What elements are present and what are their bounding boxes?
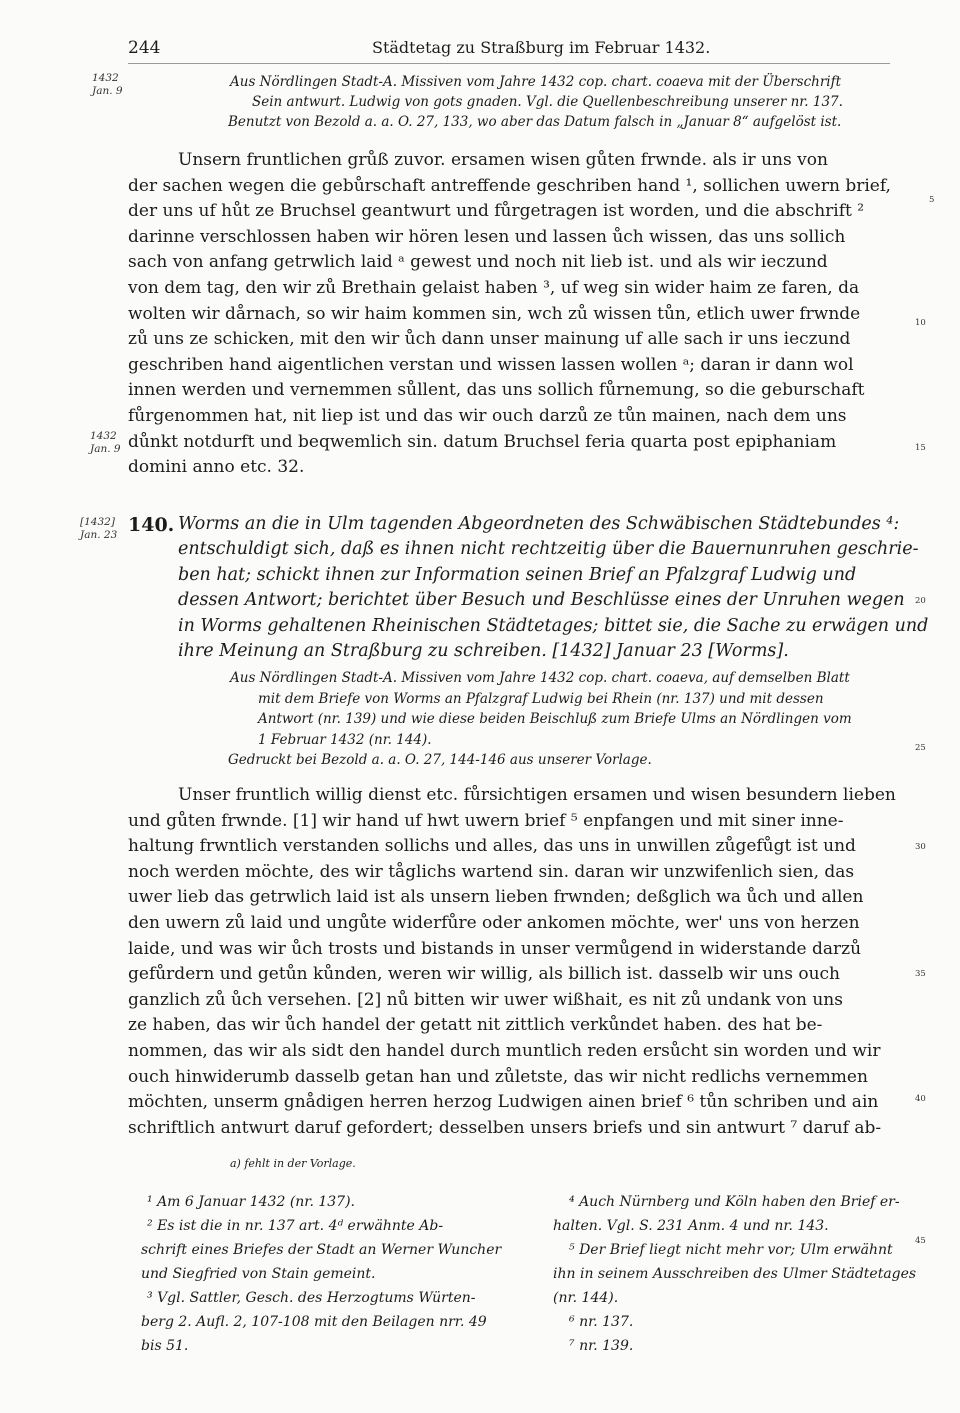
line-number: 40 — [915, 1094, 926, 1104]
line-number: 30 — [915, 842, 926, 852]
source-note-doc139: Aus Nördlingen Stadt-A. Missiven vom Jahre 1432 cop. chart. coaeva mit der Überschrift Sein antwurt. Ludwig von gots gnaden. Vgl. die Quellenbeschreibung unserer nr. 137. Benutzt von Bezold a. a. O. 27, 133, wo aber das Datum falsch in „Januar 8“ aufgelöst ist. — [228, 74, 843, 130]
source-note-doc140: Aus Nördlingen Stadt-A. Missiven vom Jahre 1432 cop. chart. coaeva, auf demselben Blatt mit dem Briefe von Worms an Pfalzgraf Ludwig bei Rhein (nr. 137) und mit dessen Antwort (nr. 139) und wie diese beiden Beischluß zum Briefe Ulms an Nördlingen vom 1 Februar 1432 (nr. 144). Gedruckt bei Bezold a. a. O. 27, 144-146 aus unserer Vorlage. — [228, 670, 852, 768]
line-number: 45 — [915, 1236, 926, 1246]
line-number: 5 — [929, 195, 935, 205]
line-number: 15 — [915, 443, 926, 453]
doc139-body-text: Unsern fruntlichen grůß zuvor. ersamen wisen gůten frwnde. als ir uns von der sachen wegen die gebůrschaft antreffende geschriben hand ¹, sollichen uwern brief, der uns uf hůt ze Bruchsel geantwurt und fůrgetragen ist worden, und die abschrift ² darinne verschlossen haben wir hören lesen und lassen ůch wissen, das uns sollich sach von anfang getrwlich laid ᵃ gewest und noch nit lieb ist. und als wir ieczund von dem tag, den wir zů Brethain gelaist haben ³, uf weg sin wider haim ze faren, da wolten wir dårnach, so wir haim kommen sin, wch zů wissen tůn, etlich uwer frwnde zů uns ze schicken, mit den wir ůch dann unser mainung uf alle sach ir uns ieczund geschriben hand aigentlichen verstan und wissen lassen wollen ᵃ; daran ir dann wol innen werden und vernemmen sůllent, das uns sollich fůrnemung, so die geburschaft fůrgenommen hat, nit liep ist und das wir ouch darzů ze tůn mainen, nach dem uns důnkt notdurft und beqwemlich sin. datum Bruchsel feria quarta post epiphaniam domini anno etc. 32. — [128, 150, 891, 478]
footnotes-left: ¹ Am 6 Januar 1432 (nr. 137). ² Es ist die in nr. 137 art. 4ᵈ erwähnte Ab- schrift eines Briefes der Stadt an Werner Wuncher und Siegfried von Stain gemeint. ³ Vgl. Sattler, Gesch. des Herzogtums Würten- berg 2. Aufl. 2, 107-108 mit den Beilagen nrr. 49 bis 51. — [141, 1194, 502, 1354]
doc140-heading: Worms an die in Ulm tagenden Abgeordneten des Schwäbischen Städtebundes ⁴: entschuldigt sich, daß es ihnen nicht rechtzeitig über die Bauernunruhen geschrie- ben hat; schickt ihnen zur Information seinen Brief an Pfalzgraf Ludwig und dessen Antwort; berichtet über Besuch und Beschlüsse eines der Unruhen wegen in Worms gehaltenen Rheinischen Städtetages; bittet sie, die Sache zu erwägen und ihre Meinung an Straßburg zu schreiben. [1432] Januar 23 [Worms]. — [178, 514, 929, 662]
header-rule — [128, 63, 890, 64]
running-title: Städtetag zu Straßburg im Februar 1432. — [372, 38, 711, 57]
margin-date-doc139: 1432 Jan. 9 — [92, 72, 123, 97]
line-number: 10 — [915, 318, 926, 328]
line-number: 25 — [915, 743, 926, 753]
margin-date-doc140: [1432] Jan. 23 — [80, 516, 118, 541]
apparatus-note: a) fehlt in der Vorlage. — [230, 1157, 356, 1170]
line-number: 20 — [915, 596, 926, 606]
margin-date-datum: 1432 Jan. 9 — [90, 430, 121, 455]
document-number: 140. — [128, 514, 175, 536]
line-number: 35 — [915, 969, 926, 979]
doc140-body-text: Unser fruntlich willig dienst etc. fůrsichtigen ersamen und wisen besundern lieben und gůten frwnde. [1] wir hand uf hwt uwern brief ⁵ enpfangen und mit siner inne- haltung frwntlich verstanden sollichs und alles, das uns in unwillen zůgefůgt ist und noch werden möchte, des wir tåglichs wartend sin. daran wir unzwifenlich sien, das uwer lieb das getrwlich laid ist als unsern lieben frwnden; deßglich wa ůch und allen den uwern zů laid und ungůte widerfůre oder ankomen möchte, wer' uns von herzen laide, und was wir ůch trosts und bistands in unser vermůgend in widerstande darzů gefůrdern und getůn kůnden, weren wir willig, als billich ist. dasselb wir uns ouch ganzlich zů ůch versehen. [2] nů bitten wir uwer wißhait, es nit zů undank von uns ze haben, das wir ůch handel der getatt nit zittlich verkůndet haben. des hat be- nommen, das wir als sidt den handel durch muntlich reden ersůcht sin worden und wir ouch hinwiderumb dasselb getan han und zůletste, das wir nicht redlichs vernemmen möchten, unserm gnådigen herren herzog Ludwigen ainen brief ⁶ tůn schriben und ain schriftlich antwurt daruf gefordert; desselben unsers briefs und sin antwurt ⁷ daruf ab- — [128, 785, 896, 1138]
page-number: 244 — [128, 38, 161, 58]
footnotes-right: ⁴ Auch Nürnberg und Köln haben den Brief er- halten. Vgl. S. 231 Anm. 4 und nr. 143. ⁵ Der Brief liegt nicht mehr vor; Ulm erwähnt ihn in seinem Ausschreiben des Ulmer Städtetages (nr. 144). ⁶ nr. 137. ⁷ nr. 139. — [553, 1194, 917, 1354]
